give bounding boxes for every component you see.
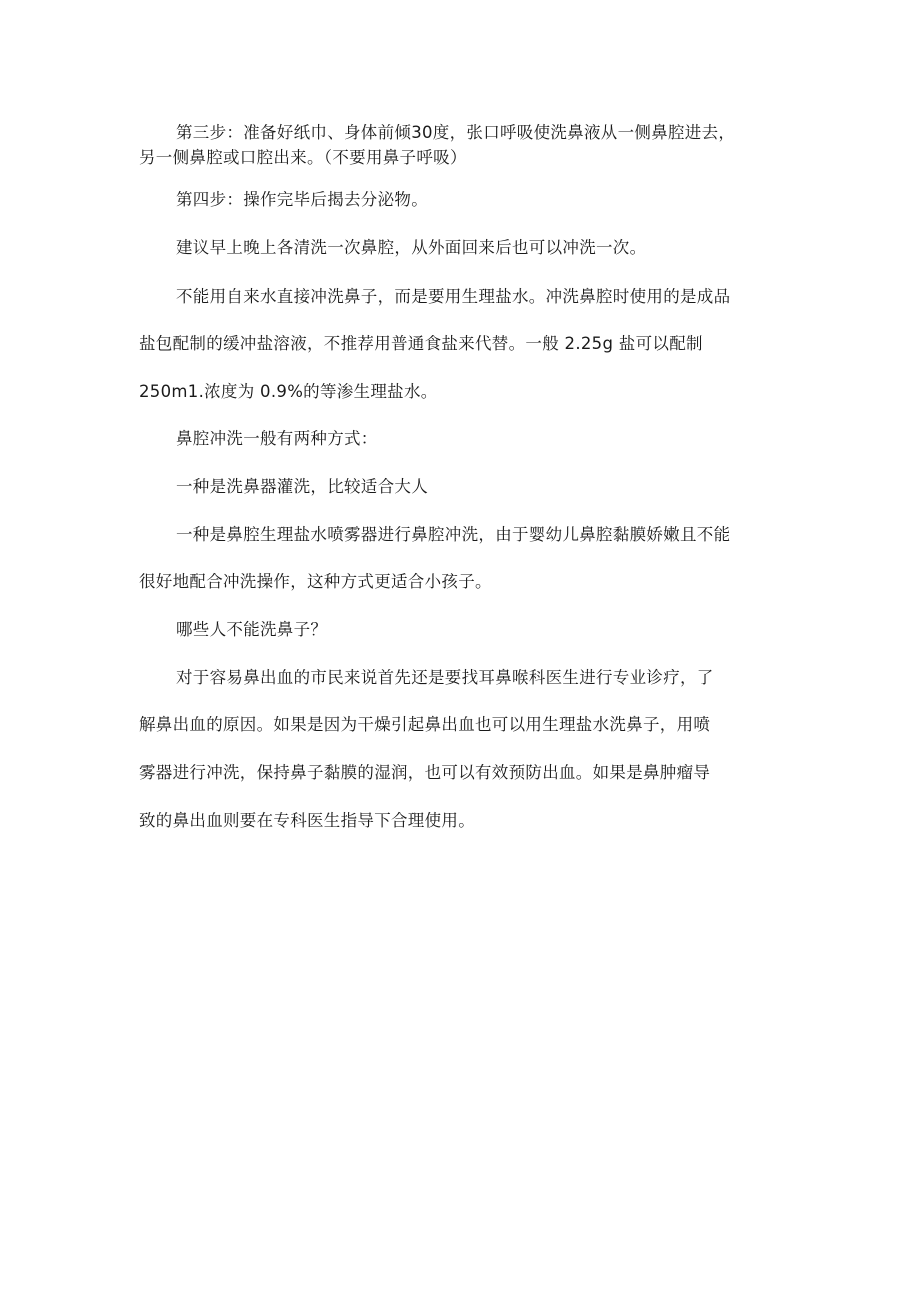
paragraph-method2-line1: 一种是鼻腔生理盐水喷雾器进行鼻腔冲洗，由于婴幼儿鼻腔黏膜娇嫩且不能 — [176, 525, 731, 544]
paragraph-saline-line2: 盐包配制的缓冲盐溶液，不推荐用普通食盐来代替。一般 2.25g 盐可以配制 — [139, 334, 703, 353]
paragraph-nosebleed-line2: 解鼻出血的原因。如果是因为干燥引起鼻出血也可以用生理盐水洗鼻子，用喷 — [139, 715, 711, 734]
paragraph-saline-line3: 250m1.浓度为 0.9%的等渗生理盐水。 — [139, 382, 438, 401]
paragraph-nosebleed-line4: 致的鼻出血则要在专科医生指导下合理使用。 — [139, 811, 475, 830]
paragraph-saline-line1: 不能用自来水直接冲洗鼻子，而是要用生理盐水。冲洗鼻腔时使用的是成品 — [176, 287, 731, 306]
paragraph-step3-line2: 另一侧鼻腔或口腔出来。（不要用鼻子呼吸） — [139, 148, 467, 167]
paragraph-nosebleed-line1: 对于容易鼻出血的市民来说首先还是要找耳鼻喉科医生进行专业诊疗，了 — [176, 668, 714, 687]
paragraph-step4: 第四步：操作完毕后揭去分泌物。 — [176, 190, 428, 209]
paragraph-who-cannot-heading: 哪些人不能洗鼻子？ — [176, 620, 328, 639]
paragraph-method1: 一种是洗鼻器灌洗，比较适合大人 — [176, 477, 428, 496]
paragraph-recommendation: 建议早上晚上各清洗一次鼻腔，从外面回来后也可以冲洗一次。 — [176, 238, 647, 257]
paragraph-method2-line2: 很好地配合冲洗操作，这种方式更适合小孩子。 — [139, 572, 492, 591]
paragraph-nosebleed-line3: 雾器进行冲洗，保持鼻子黏膜的湿润，也可以有效预防出血。如果是鼻肿瘤导 — [139, 763, 711, 782]
paragraph-step3-line1: 第三步：准备好纸巾、身体前倾30度，张口呼吸使洗鼻液从一侧鼻腔进去， — [176, 123, 736, 142]
paragraph-methods-heading: 鼻腔冲洗一般有两种方式： — [176, 429, 378, 448]
